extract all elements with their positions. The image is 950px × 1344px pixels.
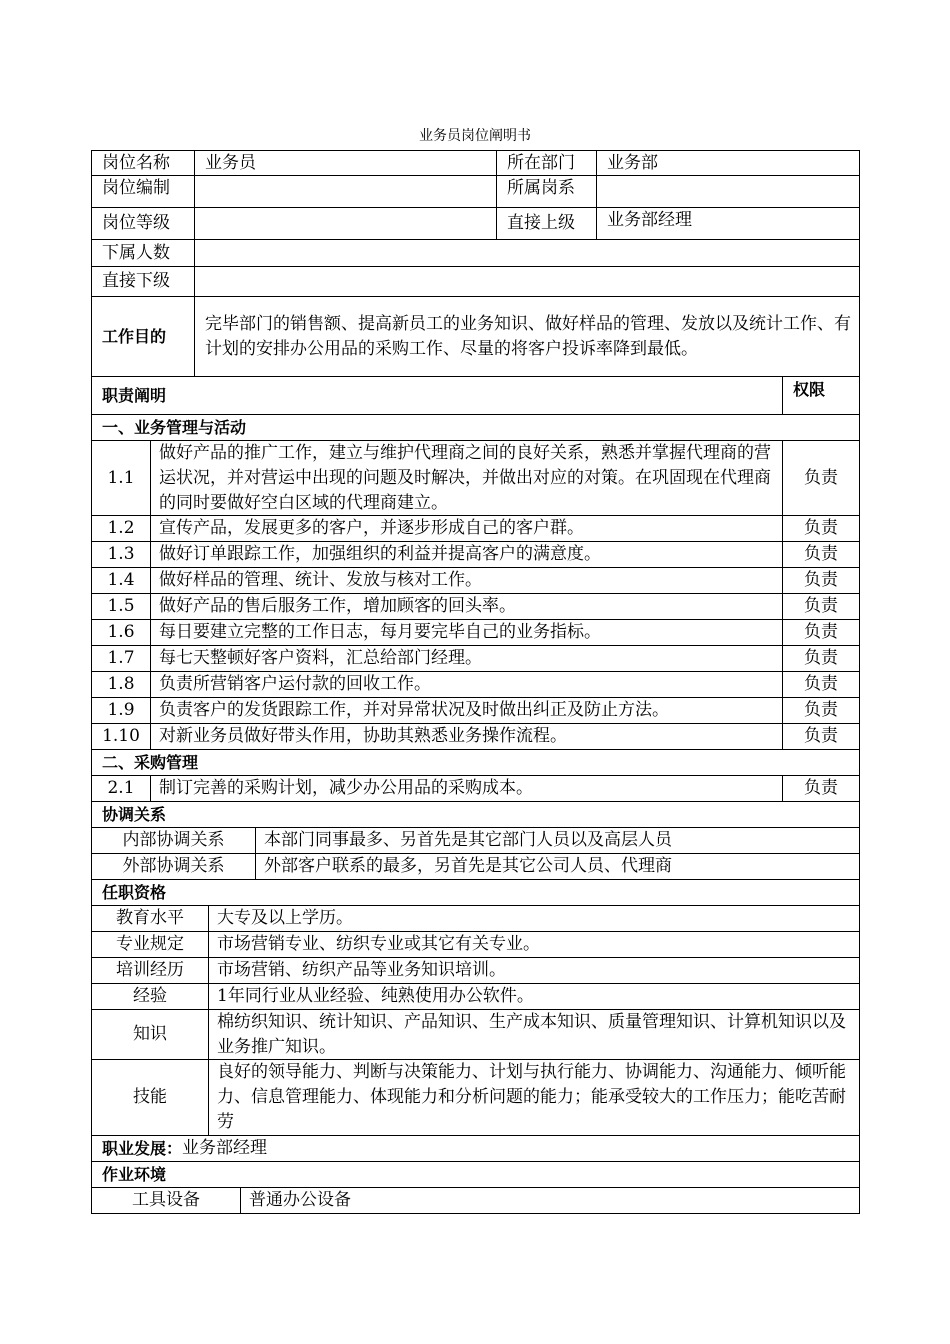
row-position-staff	[91, 176, 860, 208]
duty-auth: 负责	[782, 568, 859, 593]
qualification-label: 培训经历	[116, 960, 184, 980]
row-position-name	[91, 150, 860, 176]
qualification-label: 专业规定	[116, 934, 184, 954]
qualification-text: 大专及以上学历。	[208, 906, 859, 931]
duty-text: 每七天整顿好客户资料，汇总给部门经理。	[150, 646, 782, 671]
series-value	[596, 176, 859, 207]
coordination-header	[91, 802, 860, 828]
qualification-row	[91, 984, 860, 1010]
coordination-external-row	[91, 854, 860, 880]
career-row	[91, 1136, 860, 1162]
section-1-title: 一、业务管理与活动	[102, 418, 247, 437]
qualification-label: 教育水平	[116, 908, 184, 928]
duty-text: 对新业务员做好带头作用，协助其熟悉业务操作流程。	[150, 724, 782, 749]
duty-num: 2.1	[107, 778, 135, 798]
internal-text: 本部门同事最多、另首先是其它部门人员以及高层人员	[255, 828, 859, 853]
authority-label: 权限	[782, 377, 859, 414]
environment-header	[91, 1162, 860, 1188]
duty-row	[91, 594, 860, 620]
duty-auth: 负责	[782, 620, 859, 645]
internal-label: 内部协调关系	[122, 830, 225, 850]
duty-text: 做好产品的推广工作，建立与维护代理商之间的良好关系，熟悉并掌握代理商的营运状况，并对营运中出现的问题及时解决，并做出对应的对策。在巩固现在代理商的同时要做好空白区域的代理商建立。	[150, 441, 782, 515]
qualifications-header	[91, 880, 860, 906]
duty-auth: 负责	[782, 672, 859, 697]
duty-num: 1.7	[107, 648, 135, 668]
qualifications-title: 任职资格	[102, 883, 167, 902]
qualification-row	[91, 958, 860, 984]
duty-row	[91, 698, 860, 724]
qualification-text: 棉纺织知识、统计知识、产品知识、生产成本知识、质量管理知识、计算机知识以及业务推广知识。	[208, 1010, 859, 1059]
career-value: 业务部经理	[182, 1138, 268, 1158]
duty-row	[91, 441, 860, 516]
duty-auth: 负责	[782, 516, 859, 541]
superior-value: 业务部经理	[596, 208, 859, 239]
series-label: 所属岗系	[496, 176, 596, 207]
duty-text: 做好产品的售后服务工作，增加顾客的回头率。	[150, 594, 782, 619]
pos-name-label: 岗位名称	[102, 152, 170, 173]
duty-row	[91, 542, 860, 568]
duty-text: 负责所营销客户运付款的回收工作。	[150, 672, 782, 697]
duty-num: 1.1	[107, 467, 135, 488]
qualification-text: 市场营销、纺织产品等业务知识培训。	[208, 958, 859, 983]
duty-auth: 负责	[782, 542, 859, 567]
duty-row	[91, 516, 860, 542]
duty-num: 1.2	[107, 518, 135, 538]
duty-row	[91, 568, 860, 594]
duty-row	[91, 646, 860, 672]
duty-text: 制订完善的采购计划，减少办公用品的采购成本。	[150, 776, 782, 801]
duty-auth: 负责	[782, 646, 859, 671]
section-2-header	[91, 750, 860, 776]
tools-label: 工具设备	[132, 1190, 200, 1210]
subordinates-value	[194, 240, 859, 266]
duty-text: 负责客户的发货跟踪工作，并对异常状况及时做出纠正及防止方法。	[150, 698, 782, 723]
qualification-row	[91, 1060, 860, 1136]
duty-auth: 负责	[782, 776, 859, 801]
duty-num: 1.6	[107, 622, 135, 642]
duty-num: 1.9	[107, 700, 135, 720]
direct-sub-value	[194, 267, 859, 296]
qualification-label: 经验	[133, 986, 167, 1006]
duty-auth: 负责	[782, 698, 859, 723]
duty-row	[91, 672, 860, 698]
tools-value: 普通办公设备	[240, 1188, 859, 1213]
qualification-text: 市场营销专业、纺织专业或其它有关专业。	[208, 932, 859, 957]
duty-auth: 负责	[782, 441, 859, 515]
row-purpose	[91, 297, 860, 377]
duty-row	[91, 776, 860, 802]
career-label: 职业发展：	[102, 1139, 183, 1158]
duty-auth: 负责	[782, 724, 859, 749]
qualification-text: 良好的领导能力、判断与决策能力、计划与执行能力、协调能力、沟通能力、倾听能力、信息管理能力、体现能力和分析问题的能力；能承受较大的工作压力；能吃苦耐劳	[208, 1060, 859, 1135]
subordinates-label: 下属人数	[102, 242, 170, 263]
grade-label: 岗位等级	[102, 213, 170, 233]
qualification-label: 技能	[133, 1087, 167, 1107]
duty-text: 宣传产品，发展更多的客户，并逐步形成自己的客户群。	[150, 516, 782, 541]
superior-label: 直接上级	[496, 208, 596, 239]
section-1-header	[91, 415, 860, 441]
qualification-row	[91, 932, 860, 958]
duty-row	[91, 620, 860, 646]
pos-staff-label: 岗位编制	[102, 178, 170, 198]
qualification-text: 1年同行业从业经验、纯熟使用办公软件。	[208, 984, 859, 1009]
pos-staff-value	[194, 176, 496, 207]
duty-num: 1.3	[107, 544, 135, 564]
row-duties-header	[91, 377, 860, 415]
grade-value	[194, 208, 496, 239]
qualification-label: 知识	[133, 1024, 167, 1044]
direct-sub-label: 直接下级	[102, 271, 170, 291]
dept-value: 业务部	[596, 151, 859, 175]
row-direct-sub	[91, 267, 860, 297]
row-grade	[91, 208, 860, 240]
row-subordinates	[91, 240, 860, 267]
duty-num: 1.4	[107, 570, 135, 590]
coordination-title: 协调关系	[102, 805, 167, 824]
external-text: 外部客户联系的最多，另首先是其它公司人员、代理商	[255, 854, 859, 879]
job-description-table	[91, 150, 860, 1214]
purpose-label: 工作目的	[102, 327, 167, 346]
qualification-row	[91, 906, 860, 932]
external-label: 外部协调关系	[122, 856, 225, 876]
duty-auth: 负责	[782, 594, 859, 619]
duty-num: 1.5	[107, 596, 135, 616]
document-title: 业务员岗位阐明书	[419, 128, 531, 144]
duty-text: 做好样品的管理、统计、发放与核对工作。	[150, 568, 782, 593]
duty-text: 做好订单跟踪工作，加强组织的利益并提高客户的满意度。	[150, 542, 782, 567]
purpose-text: 完毕部门的销售额、提高新员工的业务知识、做好样品的管理、发放以及统计工作、有计划的安排办公用品的采购工作、尽量的将客户投诉率降到最低。	[194, 297, 859, 376]
duties-label: 职责阐明	[102, 386, 167, 405]
environment-tools-row	[91, 1188, 860, 1214]
pos-name-value: 业务员	[194, 151, 496, 175]
qualification-row	[91, 1010, 860, 1060]
duty-row	[91, 724, 860, 750]
section-2-title: 二、采购管理	[102, 753, 199, 772]
duty-text: 每日要建立完整的工作日志，每月要完毕自己的业务指标。	[150, 620, 782, 645]
dept-label: 所在部门	[496, 151, 596, 175]
environment-title: 作业环境	[102, 1165, 167, 1184]
coordination-internal-row	[91, 828, 860, 854]
duty-num: 1.10	[102, 726, 140, 746]
duty-num: 1.8	[107, 674, 135, 694]
